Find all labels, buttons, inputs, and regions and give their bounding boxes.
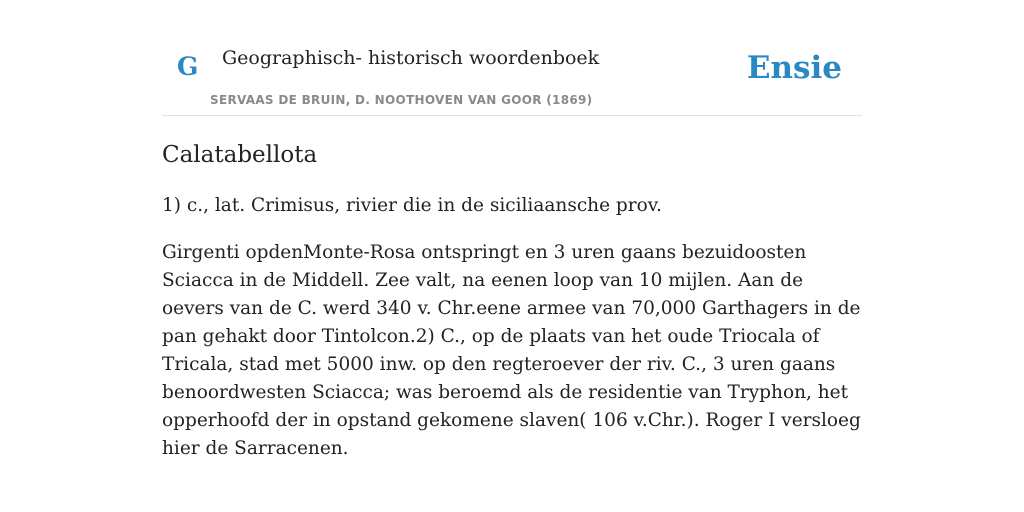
- ensie-logo[interactable]: Ensie: [746, 50, 842, 86]
- book-author: SERVAAS DE BRUIN, D. NOOTHOVEN VAN GOOR (1869): [210, 93, 593, 107]
- entry-title: Calatabellota: [162, 142, 318, 168]
- entry-body: [162, 192, 864, 482]
- book-header: [162, 40, 862, 116]
- entry-paragraph: Girgenti opdenMonte-Rosa ontspringt en 3 uren gaans bezuidoosten Sciacca in de Middell. Zee valt, na eenen loop van 10 mijlen. Aan de oevers van de C. werd 340 v. Chr.eene armee van 70,000 Garthagers in de pan gehakt door Tintolcon.2) C., op de plaats van het oude Triocala of Tricala, stad met 5000 inw. op den regteroever der riv. C., 3 uren gaans benoordwesten Sciacca; was beroemd als de residentie van Tryphon, het opperhoofd der in opstand gekomene slaven( 106 v.Chr.). Roger I versloeg hier de Sarracenen.: [162, 242, 861, 459]
- book-title[interactable]: Geographisch- historisch woordenboek: [222, 47, 600, 69]
- entry-paragraph: 1) c., lat. Crimisus, rivier die in de siciliaansche prov.: [162, 195, 662, 216]
- book-logo-icon[interactable]: G: [177, 52, 199, 81]
